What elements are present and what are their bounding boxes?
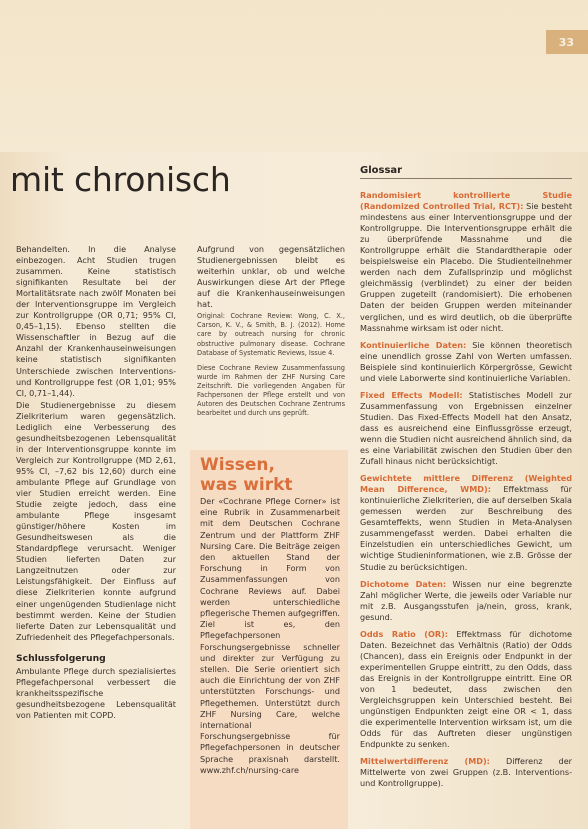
glossary-entry [360,756,572,789]
glossary-definition: Statistisches Modell zur Zusammenfassung von Ergebnissen einzelner Studien. Das Fixed-Effects Modell hat den Ansatz, dass es ausreichend eine Einflussgrösse erzeugt, wenn die Studien nicht ausreichend ähnlich sind, da es eine Variabilität zwischen den Studien über den Zufall hinaus nicht berücksichtigt. [360,389,573,467]
paragraph: Die Studienergebnisse zu diesem Zielkriterium waren gegensätzlich. Lediglich eine Verbesserung des gesundheitsbezogenen Lebensqualität in der Interventionsgruppe konnte im Vergleich zur Kontrollgruppe (MD 2,61, 95% CI, –7,62 bis 12,60) durch eine ambulante Pflege auf Grundlage von vier Studien erreicht werden. Eine Studie zeigte jedoch, dass eine ambulante Pflege insgesamt günstiger/höhere Kosten im Gesundheitswesen als die Standardpflege verursacht. Weniger Studien lieferten Daten zur Langzeitnutzen oder zur Leistungsfähigkeit. Der Einfluss auf diese Zielkriterien konnte aufgrund einer ungenügenden Studienlage nicht bestimmt werden. Keine der Studien lieferte Daten zur Lebensqualität und Zufriedenheit des Pflegefachpersonals. [16,399,176,642]
glossary-divider [360,178,572,179]
headline: mit chronisch [10,160,231,199]
subheading-conclusion: Schlussfolgerung [16,652,106,664]
info-box-text: Der «Cochrane Pflege Corner» ist eine Rubrik in Zusammenarbeit mit dem Deutschen Cochrane Zentrum und der Plattform ZHF Nursing Care. Die Beiträge zeigen den aktuellen Stand der Forschung in Form von Zusammenfassungen von Cochrane Reviews auf. Dabei werden unterschiedliche pflegerische Themen aufgegriffen. Ziel ist es, den Pflegefachpersonen Forschungsergebnisse schneller und direkter zur Verfügung zu stellen. Die Serie orientiert sich auch die Einrichtung der von ZHF unterstützten Forschungs- und Pflegethemen. Unterstützt durch ZHF Nursing Care, welche international Forschungsergebnisse für Pflegefachpersonen in deutscher Sprache praxisnah darstellt. www.zhf.ch/nursing-care [200,496,340,775]
glossary-definition: Effektmass für kontinuierliche Zielkriterien, die auf derselben Skala gemessen werden zur Beschreibung des Gesamteffekts, wenn Studien in Meta-Analysen zusammengefasst werden. Dabei erhalten die Einzelstudien ein unterschiedliches Gewicht, um wichtige Studieninformationen, wie z.B. Grösse der Studie zu berücksichtigen. [360,484,572,572]
reference-note: Original: Cochrane Review: Wong, C. X., Carson, K. V., & Smith, B. J. (2012). Home care by outreach nursing for chronic obstructive pulmonary disease. Cochrane Database of Systematic Reviews, Issue 4. [197,312,345,357]
paragraph: Aufgrund von gegensätzlichen Studienergebnissen bleibt es weiterhin unklar, ob und welche Auswirkungen diese Art der Pflege auf die Krankenhauseinweisungen hat. [197,244,345,310]
glossary-definition: Effektmass für dichotome Daten. Bezeichnet das Verhältnis (Ratio) der Odds (Chancen), dass ein Ereignis oder Endpunkt in der experimentellen Gruppe eintritt, zu den Odds, dass das Ereignis in der Kontrollgruppe eintritt. Eine OR von 1 bedeutet, dass zwischen den Vergleichsgruppen kein Unterschied besteht. Bei ungünstigen Endpunkten zeigt eine OR < 1, dass die experimentelle Intervention wirksam ist, um die Odds für das Auftreten dieser ungünstigen Endpunkte zu senken. [360,628,572,750]
glossary-entry [360,340,572,384]
paragraph: Behandelten. In die Analyse einbezogen. Acht Studien trugen zusammen. Keine statistisch signifikanten Resultate bei der Mortalitätsrate nach zwölf Monaten bei der Interventionsgruppe im Vergleich zur Kontrollgruppe (OR 0,71; 95% CI, 0,45–1,15). Ebenso stellten die Wissenschaftler in Bezug auf die Anzahl der Krankenhauseinweisungen keine statistisch signifikanten Unterschiede zwischen Interventions- und Kontrollgruppe fest (OR 1,01; 95% CI, 0,71–1,44). [16,244,176,398]
glossary-term: Dichotome Daten: [360,578,447,589]
info-box-title [200,455,293,495]
glossary-entry [360,473,572,572]
glossary-definition: Wissen nur eine begrenzte Zahl möglicher Werte, die jeweils oder Variable nur mit z.B. Ausgangsstufen ja/nein, gross, krank, gesund. [360,578,572,622]
glossary-term: Mittelwertdifferenz (MD): [360,756,490,767]
glossary-definition: Differenz der Mittelwerte von zwei Gruppen (z.B. Interventions- und Kontrollgruppe). [360,756,572,789]
glossary-term: Randomisiert kontrollierte Studie (Randomized Controlled Trial, RCT): [360,190,572,212]
glossary-definition: Sie besteht mindestens aus einer Interventionsgruppe und der Kontrollgruppe. Die Interventionsgruppe erhält die zu überprüfende Massnahme und die Kontrollgruppe erhält die Standardtherapie oder beispielsweise ein Placebo. Die Studienteilnehmer werden nach dem Zufallsprinzip und möglichst gleichmässig (verblindet) zu einer der beiden Gruppen zugeteilt (randomisiert). Die erhobenen Daten der beiden Gruppen werden miteinander verglichen, und es wird deutlich, ob die überprüfte Massnahme wirksam ist oder nicht. [360,201,573,333]
glossary-entry [360,629,572,751]
glossary-definition: Sie können theoretisch eine unendlich grosse Zahl von Werten umfassen. Beispiele sind kontinuierlich Körpergrösse, Gewicht und viele Laborwerte sind kontinuierliche Variablen. [360,339,572,383]
glossary-entry [360,190,572,334]
page-number: 33 [558,36,574,49]
info-box-title-line1: Wissen, [200,455,275,475]
glossary-entry [360,579,572,623]
glossary-term: Kontinuierliche Daten: [360,339,467,350]
column-middle [197,244,345,418]
glossary-term: Odds Ratio (OR): [360,628,449,639]
translation-note: Diese Cochrane Review Zusammenfassung wurde im Rahmen der ZHF Nursing Care Zeitschrift. Die vorliegenden Angaben für Fachpersonen der Pflege erstellt und von Autoren des Deutschen Cochrane Zentrums bearbeitet und durch uns geprüft. [197,363,345,418]
glossary-term: Gewichtete mittlere Differenz (Weighted Mean Difference, WMD): [360,473,572,495]
glossary-title: Glossar [360,165,403,176]
glossary-column [360,190,572,795]
info-box-title-line2: was wirkt [200,475,293,495]
glossary-term: Fixed Effects Modell: [360,389,463,400]
paragraph: Ambulante Pflege durch spezialisiertes Pflegefachpersonal verbessert die krankheitsspezifische gesundheitsbezogene Lebensqualität von Patienten mit COPD. [16,665,176,720]
glossary-entry [360,390,572,467]
top-band [0,0,588,152]
column-left [16,244,176,722]
